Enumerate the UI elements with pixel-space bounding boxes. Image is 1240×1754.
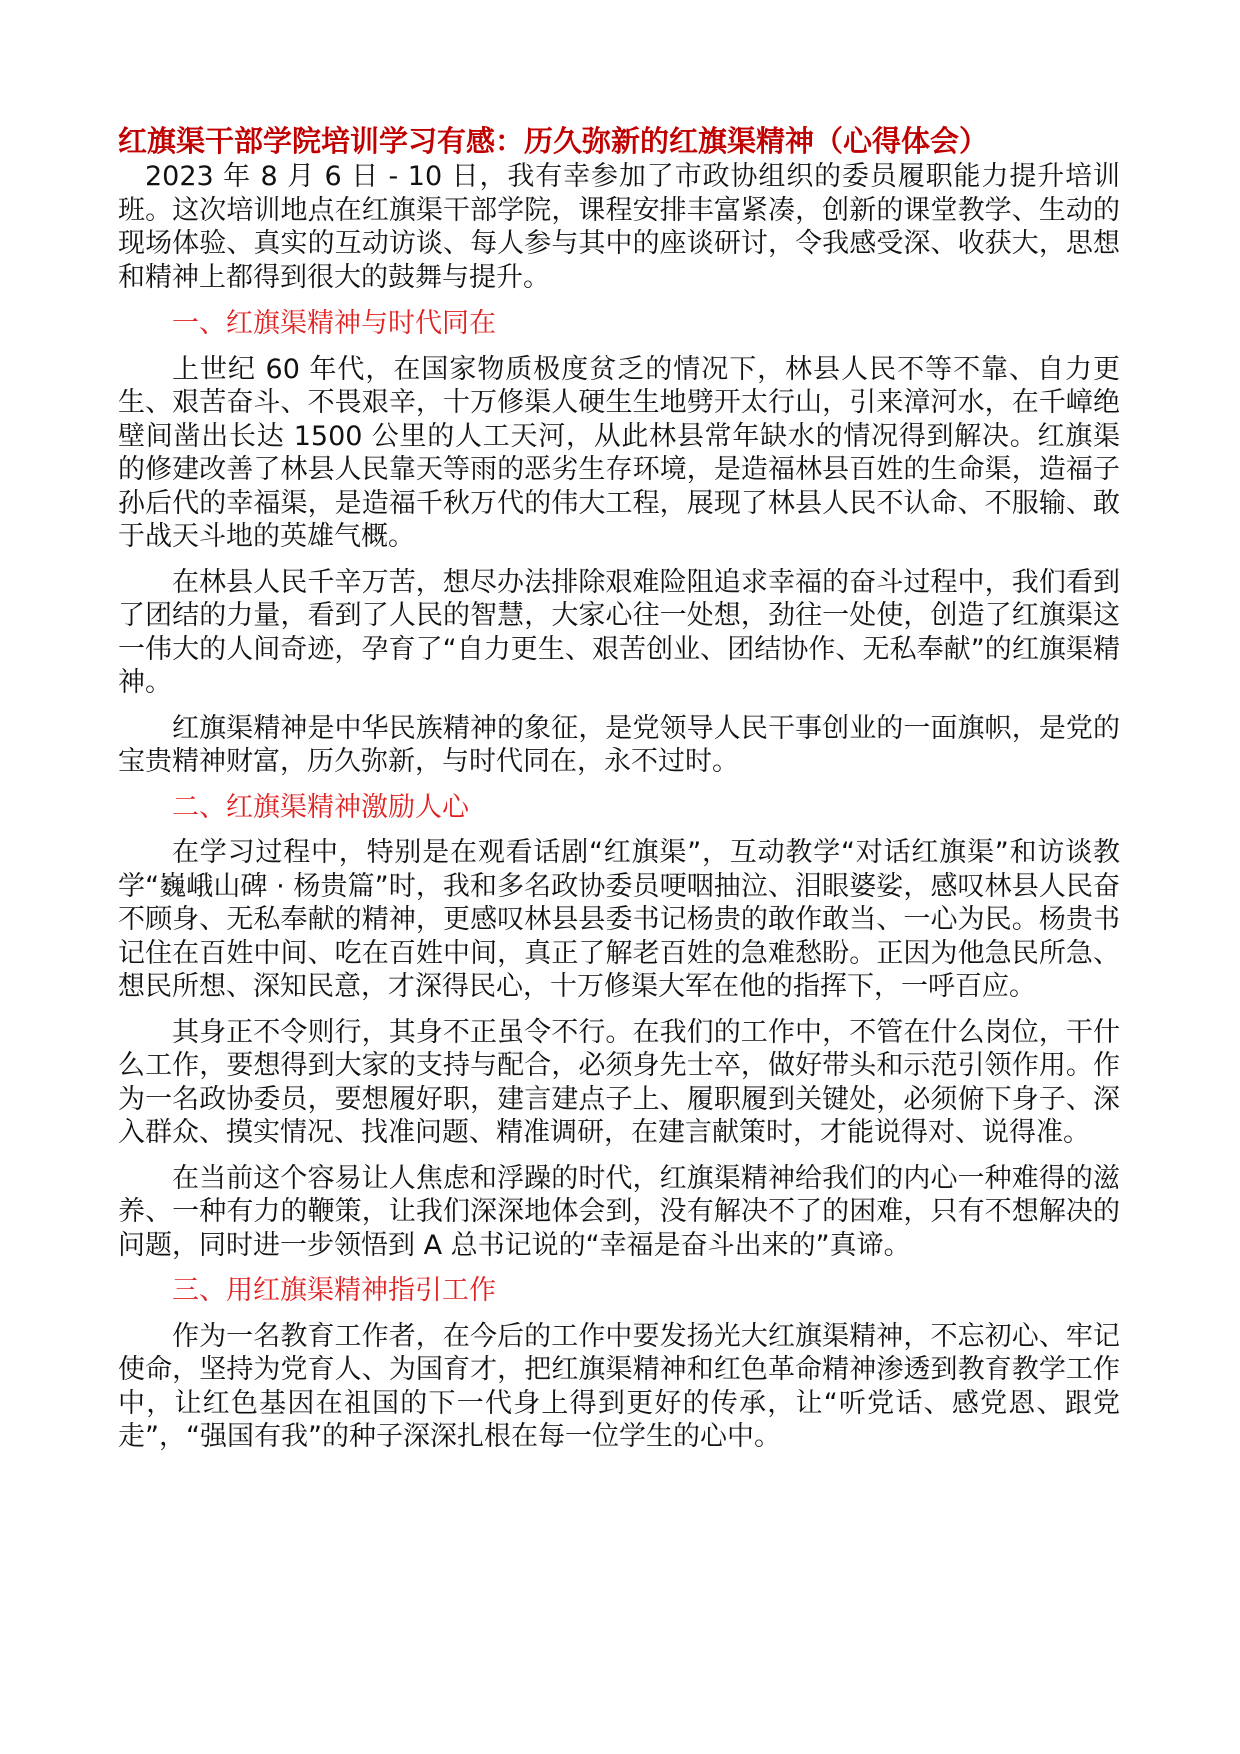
body-paragraph: 上世纪 60 年代，在国家物质极度贫乏的情况下，林县人民不等不靠、自力更生、艰苦奋斗、不畏艰辛，十万修渠人硬生生地劈开太行山，引来漳河水，在千嶂绝壁间凿出长达 1500 公里的人工天河，从此林县常年缺水的情况得到解决。红旗渠的修建改善了林县人民靠天等雨的恶劣生存环境，是造福林县百姓的生命渠，造福子孙后代的幸福渠，是造福千秋万代的伟大工程，展现了林县人民不认命、不服输、敢于战天斗地的英雄气概。 [118,353,1120,552]
body-paragraph: 在林县人民千辛万苦，想尽办法排除艰难险阻追求幸福的奋斗过程中，我们看到了团结的力量，看到了人民的智慧，大家心往一处想，劲往一处使，创造了红旗渠这一伟大的人间奇迹，孕育了“自力更生、艰苦创业、团结协作、无私奉献”的红旗渠精神。 [118,566,1120,698]
section-heading: 二、红旗渠精神激励人心 [172,791,469,823]
section-3 [118,1274,1120,1454]
section-2 [118,791,1120,1263]
section-heading: 三、用红旗渠精神指引工作 [172,1275,496,1306]
document-title: 红旗渠干部学院培训学习有感：历久弥新的红旗渠精神（心得体会） [118,124,989,158]
document-page [118,122,1120,1466]
body-paragraph: 在学习过程中，特别是在观看话剧“红旗渠”，互动教学“对话红旗渠”和访谈教学“巍峨山碑 · 杨贵篇”时，我和多名政协委员哽咽抽泣、泪眼婆娑，感叹林县人民奋不顾身、无私奉献的精神，更感叹林县县委书记杨贵的敢作敢当、一心为民。杨贵书记住在百姓中间、吃在百姓中间，真正了解老百姓的急难愁盼。正因为他急民所急、想民所想、深知民意，才深得民心，十万修渠大军在他的指挥下，一呼百应。 [118,837,1120,1002]
body-paragraph: 红旗渠精神是中华民族精神的象征，是党领导人民干事创业的一面旗帜，是党的宝贵精神财富，历久弥新，与时代同在，永不过时。 [118,712,1120,777]
intro-paragraph: 2023 年 8 月 6 日 - 10 日，我有幸参加了市政协组织的委员履职能力提升培训班。这次培训地点在红旗渠干部学院，课程安排丰富紧凑，创新的课堂教学、生动的现场体验、真实的互动访谈、每人参与其中的座谈研讨，令我感受深、收获大，思想和精神上都得到很大的鼓舞与提升。 [118,161,1120,293]
section-heading: 一、红旗渠精神与时代同在 [172,308,496,339]
body-paragraph: 作为一名教育工作者，在今后的工作中要发扬光大红旗渠精神，不忘初心、牢记使命，坚持为党育人、为国育才，把红旗渠精神和红色革命精神渗透到教育教学工作中，让红色基因在祖国的下一代身上得到更好的传承，让“听党话、感党恩、跟党走”，“强国有我”的种子深深扎根在每一位学生的心中。 [118,1320,1120,1452]
body-paragraph: 其身正不令则行，其身不正虽令不行。在我们的工作中，不管在什么岗位，干什么工作，要想得到大家的支持与配合，必须身先士卒，做好带头和示范引领作用。作为一名政协委员，要想履好职，建言建点子上、履职履到关键处，必须俯下身子、深入群众、摸实情况、找准问题、精准调研，在建言献策时，才能说得对、说得准。 [118,1016,1120,1148]
body-paragraph: 在当前这个容易让人焦虑和浮躁的时代，红旗渠精神给我们的内心一种难得的滋养、一种有力的鞭策，让我们深深地体会到，没有解决不了的困难，只有不想解决的问题，同时进一步领悟到 A 总书记说的“幸福是奋斗出来的”真谛。 [118,1162,1120,1261]
section-1 [118,307,1120,779]
